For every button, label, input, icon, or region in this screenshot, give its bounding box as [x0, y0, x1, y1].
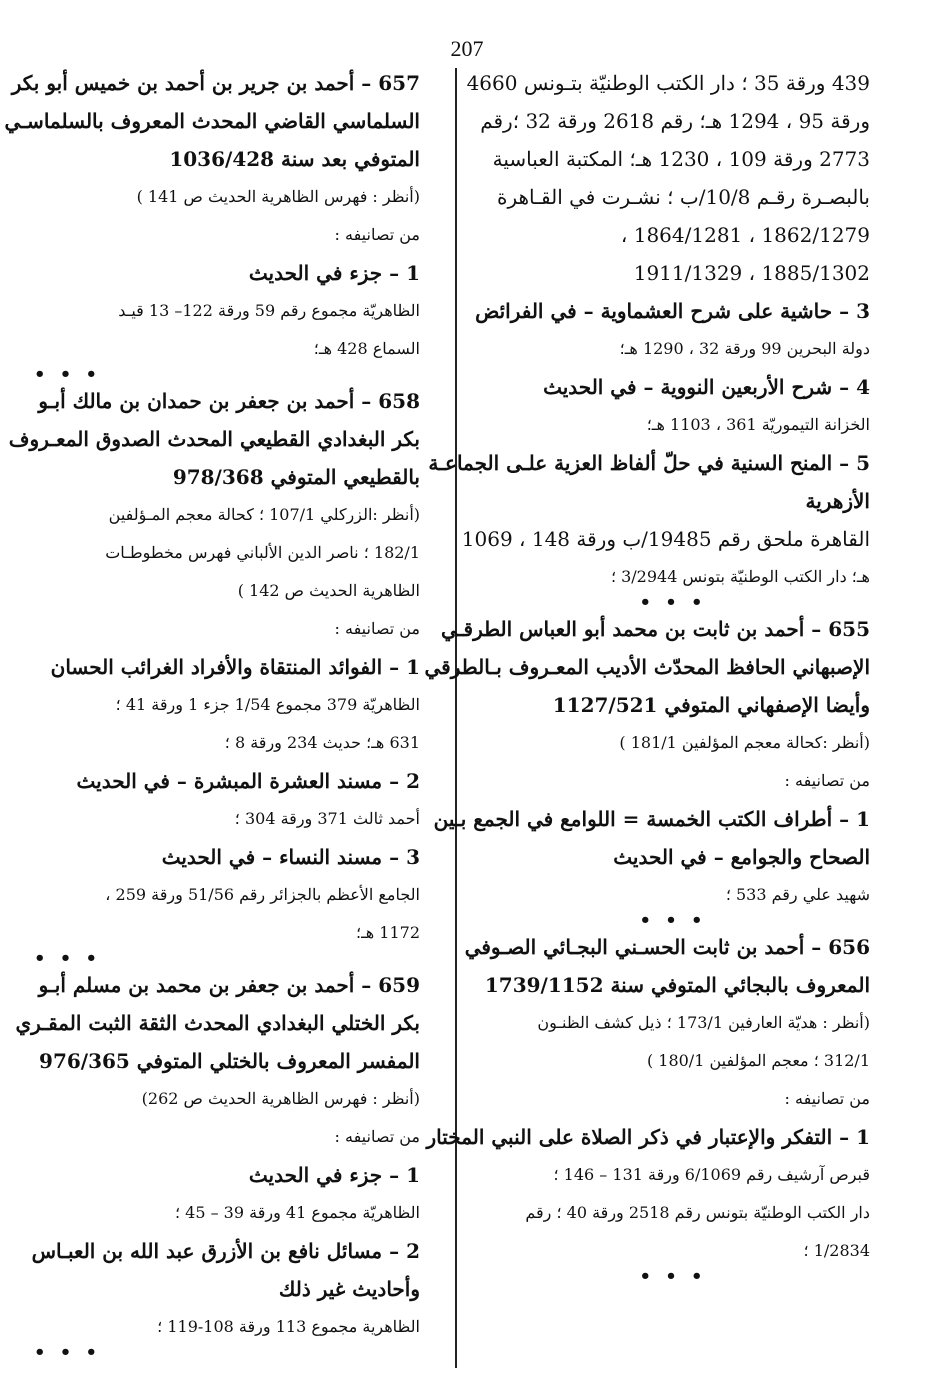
entry-heading: الصحاح والجوامع – في الحديث	[613, 845, 870, 869]
entry-title: وأيضا الإصفهاني المتوفي 1127/521	[552, 693, 870, 717]
text-line: شهيد علي رقم 533 ؛	[725, 885, 870, 904]
entry-heading: 4 – شرح الأربعين النووية – في الحديث	[543, 375, 870, 399]
text-line: القاهرة ملحق رقم 19485/ب ورقة 148 ، 1069	[461, 527, 870, 551]
text-line: 1862/1279 ، 1864/1281 ،	[620, 223, 870, 247]
reference-line: (أنظر : فهرس الظاهرية الحديث ص 141 )	[136, 187, 420, 206]
left-column	[4, 64, 420, 1363]
entry-title: السلماسي القاضي المحدث المعروف بالسلماسـي	[4, 109, 420, 133]
entry-heading: 3 – حاشية على شرح العشماوية – في الفرائض	[475, 299, 870, 323]
entry-heading: 5 – المنح السنية في حلّ ألفاظ العزية علـى الجماعـة	[428, 451, 870, 475]
entry-heading: 1 – التفكر والإعتبار في ذكر الصلاة على النبي المختار	[426, 1125, 870, 1149]
entry-title: بالقطيعي المتوفي 978/368	[172, 465, 420, 489]
works-label: من تصانيفه :	[334, 225, 420, 244]
text-line: بالبصـرة رقـم 10/8/ب ؛ نشـرت في القـاهرة	[496, 185, 870, 209]
works-label: من تصانيفه :	[784, 771, 870, 790]
entry-title: المفسر المعروف بالختلي المتوفي 976/365	[39, 1049, 420, 1073]
entry-title: 659 – أحمد بن جعفر بن محمد بن مسلم أبـو	[38, 973, 420, 997]
reference-line: (أنظر : هديّة العارفين 173/1 ؛ ذيل كشف الظنـون	[537, 1013, 870, 1032]
entry-heading: 3 – مسند النساء – في الحديث	[161, 845, 420, 869]
entry-heading: 1 – جزء في الحديث	[248, 1163, 420, 1187]
page-number: 207	[450, 36, 484, 61]
text-line: دار الكتب الوطنيّة بتونس رقم 2518 ورقة 40 ؛ رقم	[525, 1203, 870, 1222]
works-label: من تصانيفه :	[334, 619, 420, 638]
text-line: أحمد ثالث 371 ورقة 304 ؛	[234, 809, 420, 828]
entry-heading: 1 – الفوائد المنتقاة والأفراد الغرائب الحسان	[50, 655, 420, 679]
reference-line: 312/1 ؛ معجم المؤلفين 180/1 )	[646, 1051, 870, 1070]
works-label: من تصانيفه :	[334, 1127, 420, 1146]
entry-heading: 2 – مسند العشرة المبشرة – في الحديث	[76, 769, 420, 793]
reference-line: (أنظر :الزركلي 107/1 ؛ كحالة معجم المـؤلفين	[108, 505, 420, 524]
text-line: 439 ورقة 35 ؛ دار الكتب الوطنيّة بتـونس 4660	[466, 71, 870, 95]
entry-heading: 2 – مسائل نافع بن الأزرق عبد الله بن العبـاس	[31, 1239, 420, 1263]
entry-title: المعروف بالبجائي المتوفي سنة 1739/1152	[484, 973, 870, 997]
separator-dots: • • •	[639, 910, 707, 931]
text-line: هـ؛ دار الكتب الوطنيّة بتونس 3/2944 ؛	[610, 567, 870, 586]
entry-title: 656 – أحمد بن ثابت الحسـني البجـائي الصـوفي	[464, 935, 870, 959]
text-line: السماع 428 هـ؛	[313, 339, 420, 358]
entry-title: 658 – أحمد بن جعفر بن حمدان بن مالك أبـو	[38, 389, 420, 413]
entry-title: بكر الختلي البغدادي المحدث الثقة الثبت المقـري	[15, 1011, 420, 1035]
right-column	[424, 64, 870, 1287]
text-line: 2773 ورقة 109 ، 1230 هـ؛ المكتبة العباسية	[492, 147, 870, 171]
reference-line: (أنظر :كحالة معجم المؤلفين 181/1 )	[619, 733, 870, 752]
entry-title: بكر البغدادي القطيعي المحدث الصدوق المعـروف	[8, 427, 420, 451]
text-line: قبرص آرشيف رقم 6/1069 ورقة 131 – 146 ؛	[553, 1165, 870, 1184]
entry-title: الإصبهاني الحافظ المحدّث الأديب المعـروف بـالطرقي	[424, 655, 870, 679]
separator-dots: • • •	[34, 364, 102, 385]
text-line: الجامع الأعظم بالجزائر رقم 51/56 ورقة 259 ،	[105, 885, 420, 904]
entry-heading: الأزهرية	[805, 489, 870, 513]
text-line: ورقة 95 ، 1294 هـ؛ رقم 2618 ورقة 32 ؛رقم	[480, 109, 870, 133]
separator-dots: • • •	[34, 1342, 102, 1363]
entry-title: 655 – أحمد بن ثابت بن محمد أبو العباس الطرقـي	[440, 617, 870, 641]
reference-line: (أنظر : فهرس الظاهرية الحديث ص 262)	[141, 1089, 420, 1108]
entry-heading: 1 – أطراف الكتب الخمسة = اللوامع في الجمع بـين	[433, 807, 870, 831]
entry-heading: وأحاديث غير ذلك	[278, 1277, 420, 1301]
text-line: 1/2834 ؛	[803, 1241, 870, 1260]
separator-dots: • • •	[639, 592, 707, 613]
text-line: 1885/1302 ، 1911/1329	[633, 261, 870, 285]
text-line: الظاهريّة مجموع 41 ورقة 39 – 45 ؛	[174, 1203, 420, 1222]
text-line: الظاهريّة 379 مجموع 1/54 جزء 1 ورقة 41 ؛	[115, 695, 420, 714]
separator-dots: • • •	[34, 948, 102, 969]
entry-title: 657 – أحمد بن جرير بن أحمد بن خميس أبو بكر	[11, 71, 420, 95]
entry-heading: 1 – جزء في الحديث	[248, 261, 420, 285]
reference-line: 182/1 ؛ ناصر الدين الألباني فهرس مخطوطـات	[105, 543, 420, 562]
text-line: الظاهرية مجموع 113 ورقة 108-119 ؛	[157, 1317, 420, 1336]
entry-title: المتوفي بعد سنة 1036/428	[169, 147, 420, 171]
text-line: دولة البحرين 99 ورقة 32 ، 1290 هـ؛	[619, 339, 870, 358]
text-line: 631 هـ؛ حديث 234 ورقة 8 ؛	[224, 733, 420, 752]
separator-dots: • • •	[639, 1266, 707, 1287]
text-line: 1172 هـ؛	[355, 923, 420, 942]
reference-line: الظاهرية الحديث ص 142 )	[237, 581, 420, 600]
text-line: الظاهريّة مجموع رقم 59 ورقة 122– 13 قيـد	[118, 301, 420, 320]
works-label: من تصانيفه :	[784, 1089, 870, 1108]
text-line: الخزانة التيموريّة 361 ، 1103 هـ؛	[646, 415, 870, 434]
column-divider	[455, 68, 457, 1368]
